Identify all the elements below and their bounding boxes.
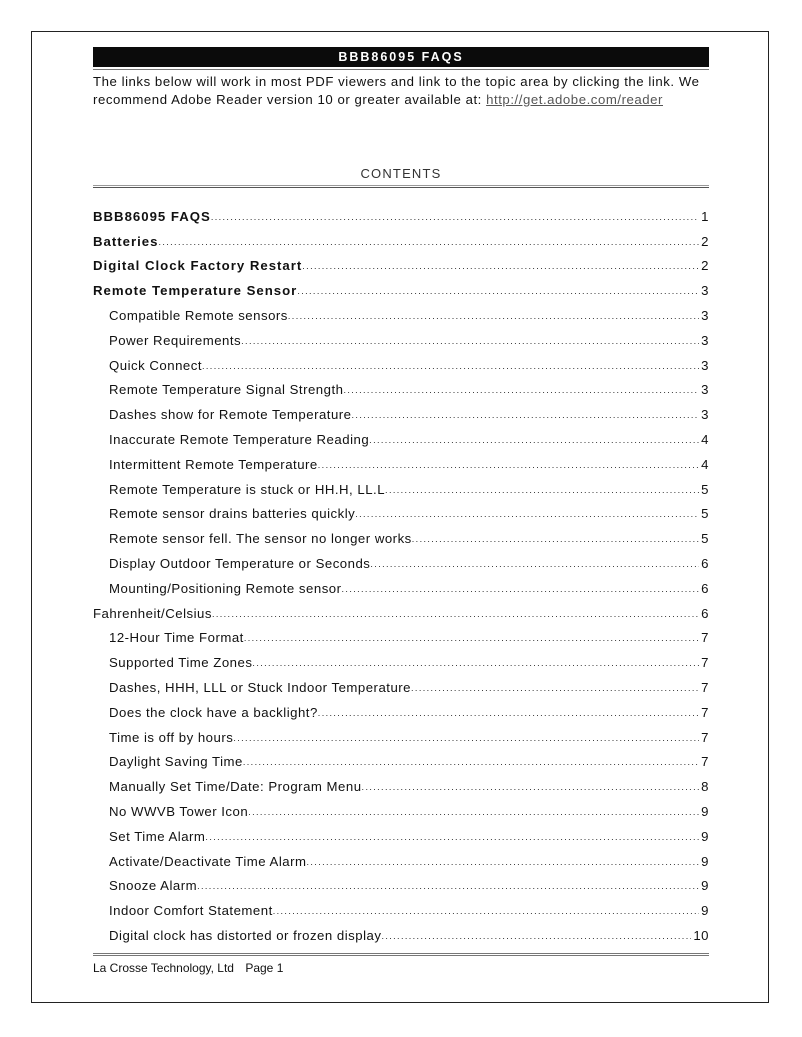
toc-entry-label: 12-Hour Time Format [109, 630, 244, 646]
toc-entry-page: 3 [701, 332, 709, 348]
toc-entry-label: Set Time Alarm [109, 828, 206, 844]
toc-entry-page: 3 [701, 283, 709, 299]
footer-company: La Crosse Technology, Ltd [93, 961, 234, 975]
toc-entry-page: 7 [701, 679, 709, 695]
toc-dot-leader [318, 456, 699, 474]
toc-entry-label: BBB86095 FAQS [93, 208, 211, 224]
toc-entry[interactable] [93, 201, 709, 226]
toc-entry-label: Quick Connect [109, 357, 202, 373]
toc-entry[interactable] [93, 672, 709, 697]
toc-entry-label: Power Requirements [109, 332, 242, 348]
toc-entry[interactable] [93, 350, 709, 375]
toc-entry-page: 3 [701, 307, 709, 323]
toc-entry[interactable] [93, 226, 709, 251]
toc-entry-label: Remote Temperature Signal Strength [109, 382, 344, 398]
toc-entry-label: Mounting/Positioning Remote sensor [109, 580, 342, 596]
toc-dot-leader [412, 530, 699, 548]
toc-entry-page: 9 [701, 828, 709, 844]
toc-dot-leader [343, 381, 699, 399]
toc-entry[interactable] [93, 523, 709, 548]
toc-entry-page: 4 [701, 456, 709, 472]
intro-paragraph [93, 73, 709, 108]
toc-entry-label: Dashes show for Remote Temperature [109, 407, 352, 423]
toc-entry-label: Intermittent Remote Temperature [109, 456, 318, 472]
toc-entry[interactable] [93, 424, 709, 449]
footer-rule [93, 953, 709, 956]
toc-dot-leader [197, 877, 699, 895]
contents-heading: CONTENTS [360, 166, 442, 181]
toc-dot-leader [211, 208, 699, 226]
toc-dot-leader [205, 828, 699, 846]
toc-entry-label: Manually Set Time/Date: Program Menu [109, 779, 362, 795]
toc-dot-leader [248, 803, 699, 821]
toc-entry-label: Remote sensor fell. The sensor no longer works [109, 531, 412, 547]
toc-entry-label: Batteries [93, 233, 159, 249]
toc-dot-leader [243, 753, 699, 771]
toc-entry-page: 1 [701, 208, 709, 224]
toc-entry[interactable] [93, 920, 709, 945]
toc-entry-label: Remote Temperature Sensor [93, 283, 298, 299]
toc-entry-page: 2 [701, 258, 709, 274]
toc-entry-label: Snooze Alarm [109, 878, 198, 894]
toc-entry-page: 3 [701, 382, 709, 398]
toc-entry-page: 7 [701, 655, 709, 671]
toc-dot-leader [385, 481, 699, 499]
toc-entry-page: 3 [701, 357, 709, 373]
toc-dot-leader [355, 505, 699, 523]
toc-entry[interactable] [93, 275, 709, 300]
toc-entry-label: Supported Time Zones [109, 655, 253, 671]
toc-dot-leader [381, 927, 691, 945]
toc-dot-leader [212, 605, 699, 623]
toc-entry-label: Digital Clock Factory Restart [93, 258, 303, 274]
toc-entry[interactable] [93, 449, 709, 474]
intro-text: The links below will work in most PDF viewers and link to the topic area by clicking the link. We recommend Adobe Reader version 10 or greater available at: [93, 74, 700, 107]
toc-entry-page: 6 [701, 555, 709, 571]
table-of-contents [93, 201, 709, 945]
toc-entry-page: 7 [701, 704, 709, 720]
toc-entry[interactable] [93, 846, 709, 871]
toc-entry-page: 9 [701, 853, 709, 869]
toc-entry-page: 7 [701, 754, 709, 770]
toc-dot-leader [302, 257, 699, 275]
toc-entry-page: 9 [701, 878, 709, 894]
toc-dot-leader [241, 332, 699, 350]
toc-entry-page: 5 [701, 531, 709, 547]
page-footer [93, 961, 291, 975]
toc-entry[interactable] [93, 474, 709, 499]
toc-entry[interactable] [93, 598, 709, 623]
toc-entry-label: Time is off by hours [109, 729, 234, 745]
toc-entry[interactable] [93, 697, 709, 722]
document-title: BBB86095 FAQS [93, 47, 709, 67]
toc-dot-leader [352, 406, 700, 424]
toc-entry-label: Activate/Deactivate Time Alarm [109, 853, 307, 869]
toc-entry-page: 3 [701, 407, 709, 423]
toc-dot-leader [307, 853, 700, 871]
toc-entry-label: Does the clock have a backlight? [109, 704, 318, 720]
toc-entry-page: 5 [701, 481, 709, 497]
toc-entry-label: Remote sensor drains batteries quickly [109, 506, 356, 522]
footer-page-number: Page 1 [245, 961, 284, 975]
toc-dot-leader [411, 679, 699, 697]
toc-entry[interactable] [93, 399, 709, 424]
toc-entry-label: Digital clock has distorted or frozen display [109, 927, 382, 943]
toc-dot-leader [297, 282, 699, 300]
toc-dot-leader [273, 902, 699, 920]
toc-dot-leader [158, 233, 699, 251]
toc-entry-label: Dashes, HHH, LLL or Stuck Indoor Temperature [109, 679, 412, 695]
toc-dot-leader [252, 654, 699, 672]
toc-entry[interactable] [93, 325, 709, 350]
contents-rule [93, 185, 709, 188]
adobe-reader-link[interactable]: http://get.adobe.com/reader [486, 91, 663, 107]
page-content [93, 47, 709, 943]
toc-dot-leader [244, 629, 699, 647]
toc-entry[interactable] [93, 747, 709, 772]
toc-entry-page: 5 [701, 506, 709, 522]
toc-dot-leader [342, 580, 700, 598]
toc-entry-page: 6 [701, 580, 709, 596]
toc-entry-page: 9 [701, 803, 709, 819]
toc-entry[interactable] [93, 548, 709, 573]
toc-entry-page: 6 [701, 605, 709, 621]
toc-entry-page: 8 [701, 779, 709, 795]
toc-entry[interactable] [93, 251, 709, 276]
toc-entry[interactable] [93, 300, 709, 325]
toc-dot-leader [233, 729, 699, 747]
toc-entry[interactable] [93, 647, 709, 672]
toc-dot-leader [202, 357, 699, 375]
toc-dot-leader [369, 431, 699, 449]
toc-dot-leader [288, 307, 699, 325]
toc-entry[interactable] [93, 796, 709, 821]
toc-entry[interactable] [93, 623, 709, 648]
toc-entry-label: Compatible Remote sensors [109, 307, 288, 323]
toc-dot-leader [362, 778, 700, 796]
toc-entry-page: 2 [701, 233, 709, 249]
toc-entry-label: Fahrenheit/Celsius [93, 605, 212, 621]
toc-entry-label: Display Outdoor Temperature or Seconds [109, 555, 371, 571]
toc-entry[interactable] [93, 821, 709, 846]
toc-entry-label: Remote Temperature is stuck or HH.H, LL.L [109, 481, 386, 497]
toc-entry-page: 9 [701, 903, 709, 919]
toc-entry-page: 7 [701, 729, 709, 745]
toc-entry-label: Daylight Saving Time [109, 754, 243, 770]
toc-entry[interactable] [93, 375, 709, 400]
toc-entry-page: 7 [701, 630, 709, 646]
toc-entry[interactable] [93, 871, 709, 896]
toc-entry-page: 10 [693, 927, 709, 943]
toc-entry-label: Indoor Comfort Statement [109, 903, 273, 919]
title-rule [93, 69, 709, 70]
toc-entry[interactable] [93, 499, 709, 524]
toc-entry-label: No WWVB Tower Icon [109, 803, 249, 819]
toc-dot-leader [318, 704, 699, 722]
toc-entry[interactable] [93, 573, 709, 598]
toc-entry-page: 4 [701, 431, 709, 447]
toc-entry[interactable] [93, 895, 709, 920]
toc-entry-label: Inaccurate Remote Temperature Reading [109, 431, 370, 447]
toc-dot-leader [370, 555, 699, 573]
toc-entry[interactable] [93, 771, 709, 796]
toc-entry[interactable] [93, 722, 709, 747]
